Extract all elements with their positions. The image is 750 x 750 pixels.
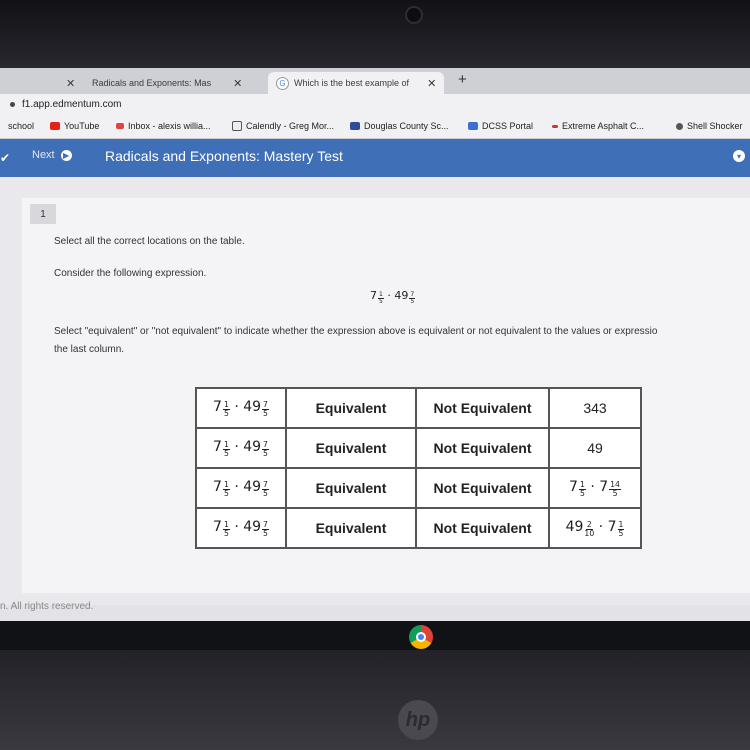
equivalent-option[interactable]: Equivalent (286, 428, 416, 468)
tab-close-left[interactable] (58, 72, 75, 94)
next-button[interactable]: Next ▶ (32, 149, 72, 161)
page-title: Radicals and Exponents: Mastery Test (105, 148, 343, 164)
bookmarks-bar (0, 116, 750, 139)
dcss-icon (468, 122, 478, 130)
copyright-text: n. All rights reserved. (0, 601, 94, 612)
not-equivalent-option[interactable]: Not Equivalent (416, 468, 549, 508)
os-shelf (0, 621, 750, 650)
calendly-icon (232, 121, 242, 131)
gmail-icon (116, 123, 124, 129)
select-text-line1: Select "equivalent" or "not equivalent" to indicate whether the expression above is equivalent or not equivalent to the values or expressio (54, 326, 658, 337)
row-expression: 7 $\frac{1}{5}$ · 49 $\frac{7}{5}$ (196, 468, 286, 508)
laptop-bezel-top (0, 0, 750, 70)
bookmark-extreme-asphalt[interactable]: Extreme Asphalt C... (552, 121, 644, 131)
comparison-value: 49 (549, 428, 641, 468)
app-header (0, 139, 750, 177)
equivalent-option[interactable]: Equivalent (286, 468, 416, 508)
url-text[interactable]: f1.app.edmentum.com (22, 99, 122, 110)
close-icon[interactable]: ✕ (66, 77, 76, 90)
address-bar[interactable] (0, 94, 750, 116)
tab-label: Which is the best example of (294, 78, 410, 88)
arrow-right-icon: ▶ (61, 150, 72, 161)
google-icon: G (276, 77, 289, 90)
question-number: 1 (30, 204, 56, 224)
chrome-icon[interactable] (409, 625, 433, 649)
bookmark-inbox[interactable]: Inbox - alexis willia... (116, 121, 211, 131)
tab-which-best-example[interactable] (268, 72, 444, 94)
instruction-text: Select all the correct locations on the table. (54, 236, 245, 247)
main-expression: 7 $\frac{1}{5}$ · 49 $\frac{7}{5}$ (370, 289, 415, 305)
exponent: $\frac{1}{5}$ (223, 480, 229, 498)
exponent: $\frac{1}{5}$ (223, 520, 229, 538)
tab-label: Radicals and Exponents: Mas (92, 78, 212, 88)
tab-radicals[interactable] (92, 72, 242, 94)
close-icon[interactable]: ✕ (233, 77, 243, 90)
lock-icon (10, 102, 15, 107)
table-row (196, 388, 641, 428)
exponent: $\frac{1}{5}$ (618, 520, 624, 538)
bookmark-youtube[interactable]: YouTube (50, 121, 99, 131)
row-expression: 7 $\frac{1}{5}$ · 49 $\frac{7}{5}$ (196, 428, 286, 468)
exponent: $\frac{7}{5}$ (263, 480, 268, 498)
table-row (196, 428, 641, 468)
exponent-1: $\frac{1}{5}$ (379, 290, 383, 305)
equivalent-option[interactable]: Equivalent (286, 508, 416, 548)
comparison-value: 49 $\frac{2}{10}$ · 7 $\frac{1}{5}$ (549, 508, 641, 548)
not-equivalent-option[interactable]: Not Equivalent (416, 508, 549, 548)
tab-bar (0, 68, 750, 94)
bookmark-school[interactable]: school (8, 121, 35, 131)
bookmark-shell-shocker[interactable]: Shell Shocker (676, 121, 743, 131)
table-row (196, 468, 641, 508)
row-expression: 7 $\frac{1}{5}$ · 49 $\frac{7}{5}$ (196, 508, 286, 548)
row-expression: 7 $\frac{1}{5}$ · 49 $\frac{7}{5}$ (196, 388, 286, 428)
exponent: $\frac{7}{5}$ (263, 440, 268, 458)
exponent: $\frac{7}{5}$ (263, 520, 268, 538)
laptop-bezel-bottom (0, 650, 750, 750)
webcam (405, 6, 423, 24)
exponent: $\frac{14}{5}$ (610, 480, 620, 498)
close-icon[interactable]: ✕ (427, 77, 437, 90)
select-text-line2: the last column. (54, 344, 125, 355)
equivalence-table (195, 387, 642, 549)
not-equivalent-option[interactable]: Not Equivalent (416, 388, 549, 428)
douglas-county-icon (350, 122, 360, 130)
exponent: $\frac{1}{5}$ (223, 440, 229, 458)
consider-text: Consider the following expression. (54, 268, 207, 279)
youtube-icon (50, 122, 60, 130)
new-tab-plus-icon[interactable]: + (458, 71, 467, 88)
table-row (196, 508, 641, 548)
extreme-asphalt-icon (552, 125, 558, 128)
hp-logo-icon: hp (398, 700, 438, 740)
bookmark-calendly[interactable]: Calendly - Greg Mor... (232, 121, 334, 131)
bookmark-douglas-county[interactable]: Douglas County Sc... (350, 121, 449, 131)
exponent: $\frac{2}{10}$ (584, 520, 595, 538)
shell-shocker-icon (676, 123, 683, 130)
not-equivalent-option[interactable]: Not Equivalent (416, 428, 549, 468)
bookmark-dcss-portal[interactable]: DCSS Portal (468, 121, 533, 131)
equivalent-option[interactable]: Equivalent (286, 388, 416, 428)
exponent: $\frac{1}{5}$ (579, 480, 585, 498)
checkmark-icon[interactable]: ✔ (0, 151, 11, 165)
exponent-2: $\frac{7}{5}$ (410, 290, 415, 305)
exponent: $\frac{1}{5}$ (223, 400, 229, 418)
comparison-value: 7 $\frac{1}{5}$ · 7 $\frac{14}{5}$ (549, 468, 641, 508)
comparison-value: 343 (549, 388, 641, 428)
exponent: $\frac{7}{5}$ (263, 400, 268, 418)
screen (0, 68, 750, 650)
chevron-down-icon[interactable]: ▾ (733, 150, 745, 162)
